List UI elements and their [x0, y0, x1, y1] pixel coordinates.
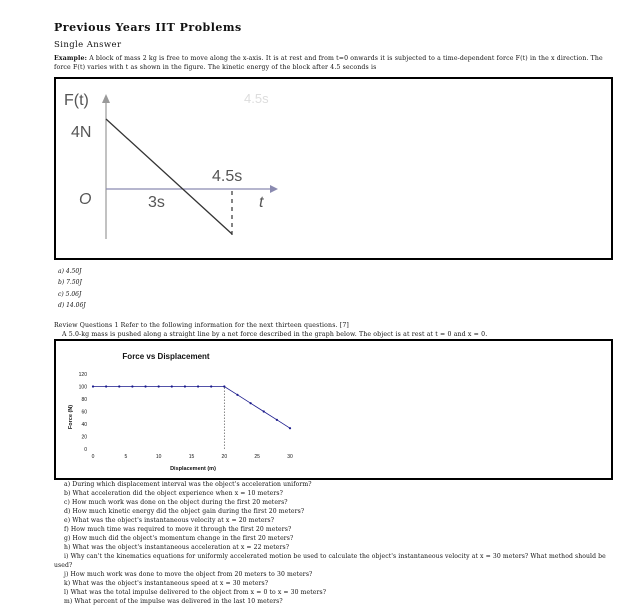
data-point: [184, 385, 186, 387]
option-c: c) 5.06J: [58, 290, 82, 298]
review-intro-2: A 5.0-kg mass is pushed along a straight line by a net force described in the graph below. The object is at rest at t = 0 and x = 0.: [62, 331, 488, 338]
force-displacement-figure: [54, 339, 613, 480]
page-title: Previous Years IIT Problems: [54, 21, 242, 34]
faint-watermark-label: 4.5s: [244, 91, 269, 106]
question-m: m) What percent of the impulse was delivered in the last 10 meters?: [64, 598, 283, 605]
data-point: [210, 385, 212, 387]
data-point: [105, 385, 107, 387]
chart-x-axis-label: Displacement (m): [170, 466, 216, 472]
data-point: [158, 385, 160, 387]
force-time-diagram: [56, 79, 611, 258]
crossing-time-label: 3s: [148, 194, 165, 211]
y-tick-label: 100: [78, 384, 87, 391]
data-point: [144, 385, 146, 387]
series-line: [93, 387, 290, 429]
force-displacement-chart: [56, 341, 611, 478]
y-tick-label: 20: [81, 434, 87, 441]
x-tick-label: 5: [124, 454, 128, 460]
question-a: a) During which displacement interval was the object's acceleration uniform?: [64, 481, 312, 488]
option-d: d) 14.06J: [58, 302, 86, 310]
force-value-label: 4N: [71, 124, 92, 141]
y-tick-label: 80: [81, 397, 87, 403]
y-tick-label: 40: [81, 422, 87, 428]
x-axis-arrow: [270, 185, 278, 193]
data-point: [131, 385, 133, 387]
question-b: b) What acceleration did the object experience when x = 10 meters?: [64, 490, 283, 497]
question-e: e) What was the object's instantaneous velocity at x = 20 meters?: [64, 517, 275, 524]
data-point: [197, 385, 199, 387]
question-k: k) What was the object's instantaneous speed at x = 30 meters?: [64, 580, 269, 587]
y-axis-arrow: [102, 94, 110, 103]
chart-y-axis-label: Force (N): [68, 404, 74, 430]
example-label: Example:: [54, 55, 88, 62]
force-time-figure: [54, 77, 613, 260]
x-tick-label: 25: [254, 454, 260, 460]
origin-label: O: [79, 191, 92, 208]
y-tick-label: 0: [84, 447, 87, 453]
end-time-label: 4.5s: [212, 168, 243, 185]
chart-title: Force vs Displacement: [122, 352, 210, 361]
question-g: g) How much did the object's momentum change in the first 20 meters?: [64, 535, 294, 542]
question-d: d) How much kinetic energy did the object gain during the first 20 meters?: [64, 508, 305, 515]
answer-options: [58, 266, 86, 312]
review-intro: Review Questions 1 Refer to the following information for the next thirteen questions. [7]: [54, 322, 349, 329]
example-text: A block of mass 2 kg is free to move along the x-axis. It is at rest and from t=0 onwards it is subjected to a time-dependent force F(t) in the x direction. The force F(t) varies with t as shown in the figure. The kinetic energy of the block after 4.5 seconds is: [54, 55, 603, 71]
data-point: [118, 385, 120, 387]
y-tick-label: 60: [81, 409, 87, 416]
data-point: [236, 394, 238, 396]
data-point: [289, 427, 291, 429]
question-l: l) What was the total impulse delivered to the object from x = 0 to x = 30 meters?: [64, 589, 327, 596]
data-point: [223, 385, 225, 387]
y-tick-label: 120: [78, 372, 87, 378]
x-tick-label: 30: [287, 454, 293, 460]
question-f: f) How much time was required to move it through the first 20 meters?: [64, 526, 292, 533]
question-i: i) Why can't the kinematics equations for uniformly accelerated motion be used to calculate the object's instantaneous velocity at x = 30 meters? What method should be used?: [54, 553, 606, 569]
data-point: [263, 410, 265, 412]
question-list: [54, 480, 616, 606]
section-subtitle: Single Answer: [54, 40, 122, 50]
time-axis-label: t: [259, 194, 264, 211]
question-c: c) How much work was done on the object during the first 20 meters?: [64, 499, 288, 506]
x-tick-label: 10: [155, 454, 162, 460]
x-tick-label: 20: [221, 454, 228, 460]
data-point: [171, 385, 173, 387]
option-a: a) 4.50J: [58, 268, 82, 275]
data-point: [276, 419, 278, 421]
example-paragraph: [54, 54, 614, 72]
question-j: j) How much work was done to move the object from 20 meters to 30 meters?: [64, 571, 313, 578]
option-b: b) 7.50J: [58, 279, 82, 287]
x-tick-label: 15: [188, 454, 195, 460]
force-axis-label: F(t): [64, 92, 89, 109]
x-tick-label: 0: [91, 454, 95, 460]
data-point: [250, 402, 252, 404]
data-point: [92, 385, 94, 387]
question-h: h) What was the object's instantaneous acceleration at x = 22 meters?: [64, 544, 290, 551]
